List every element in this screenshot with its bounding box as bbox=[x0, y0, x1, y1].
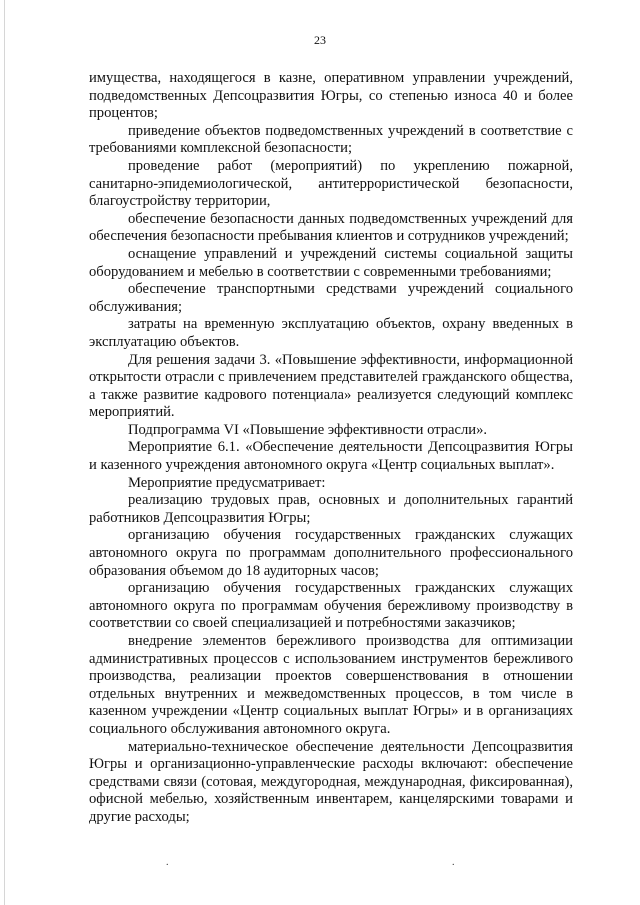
paragraph: Для решения задачи 3. «Повышение эффективности, информационной открытости отрасли с привлечением представителей гражданского общества, а также развитие кадрового потенциала» реализуется следующий комплекс мероприятий. bbox=[89, 351, 573, 421]
scan-mark-left: . bbox=[166, 857, 169, 868]
document-body bbox=[89, 70, 573, 827]
paragraph: реализацию трудовых прав, основных и дополнительных гарантий работников Депсоцразвития Югры; bbox=[89, 492, 573, 526]
paragraph-continued: имущества, находящегося в казне, оперативном управлении учреждений, подведомственных Депсоцразвития Югры, со степенью износа 40 и более процентов; bbox=[89, 70, 573, 122]
paragraph: обеспечение безопасности данных подведомственных учреждений для обеспечения безопасности пребывания клиентов и сотрудников учреждений; bbox=[89, 210, 573, 245]
paragraph: организацию обучения государственных гражданских служащих автономного округа по программам дополнительного профессионального образования объемом до 18 аудиторных часов; bbox=[89, 527, 573, 579]
paragraph: материально-техническое обеспечение деятельности Депсоцразвития Югры и организационно-управленческие расходы включают: обеспечение средствами связи (сотовая, междугородная, международная, фиксированная), офисной мебелью, хозяйственным инвентарем, канцелярскими товарами и другие расходы; bbox=[89, 738, 573, 825]
paragraph: приведение объектов подведомственных учреждений в соответствие с требованиями комплексной безопасности; bbox=[89, 122, 573, 157]
scan-edge-line bbox=[4, 0, 5, 905]
paragraph: Мероприятие предусматривает: bbox=[128, 474, 326, 491]
page-number: 23 bbox=[314, 33, 326, 47]
paragraph: организацию обучения государственных гражданских служащих автономного округа по программам обучения бережливому производству в соответствии со своей специализацией и потребностями заказчиков; bbox=[89, 580, 573, 632]
paragraph: Подпрограмма VI «Повышение эффективности отрасли». bbox=[128, 421, 488, 438]
paragraph: внедрение элементов бережливого производства для оптимизации административных процессов с использованием инструментов бережливого производства, реализации проектов совершенствования в отношении отдельных внутренних и межведомственных процессов, в том числе в казенном учреждении «Центр социальных выплат Югры» и в организациях социального обслуживания автономного округа. bbox=[89, 633, 573, 737]
scan-mark-right: . bbox=[452, 857, 455, 868]
paragraph: обеспечение транспортными средствами учреждений социального обслуживания; bbox=[89, 281, 573, 315]
paragraph: Мероприятие 6.1. «Обеспечение деятельности Депсоцразвития Югры и казенного учреждения автономного округа «Центр социальных выплат». bbox=[89, 439, 573, 474]
paragraph: затраты на временную эксплуатацию объектов, охрану введенных в эксплуатацию объектов. bbox=[89, 316, 573, 350]
paragraph: оснащение управлений и учреждений системы социальной защиты оборудованием и мебелью в соответствии с современными требованиями; bbox=[89, 245, 573, 280]
paragraph: проведение работ (мероприятий) по укреплению пожарной, санитарно-эпидемиологической, антитеррористической безопасности, благоустройству территории, bbox=[89, 157, 573, 210]
